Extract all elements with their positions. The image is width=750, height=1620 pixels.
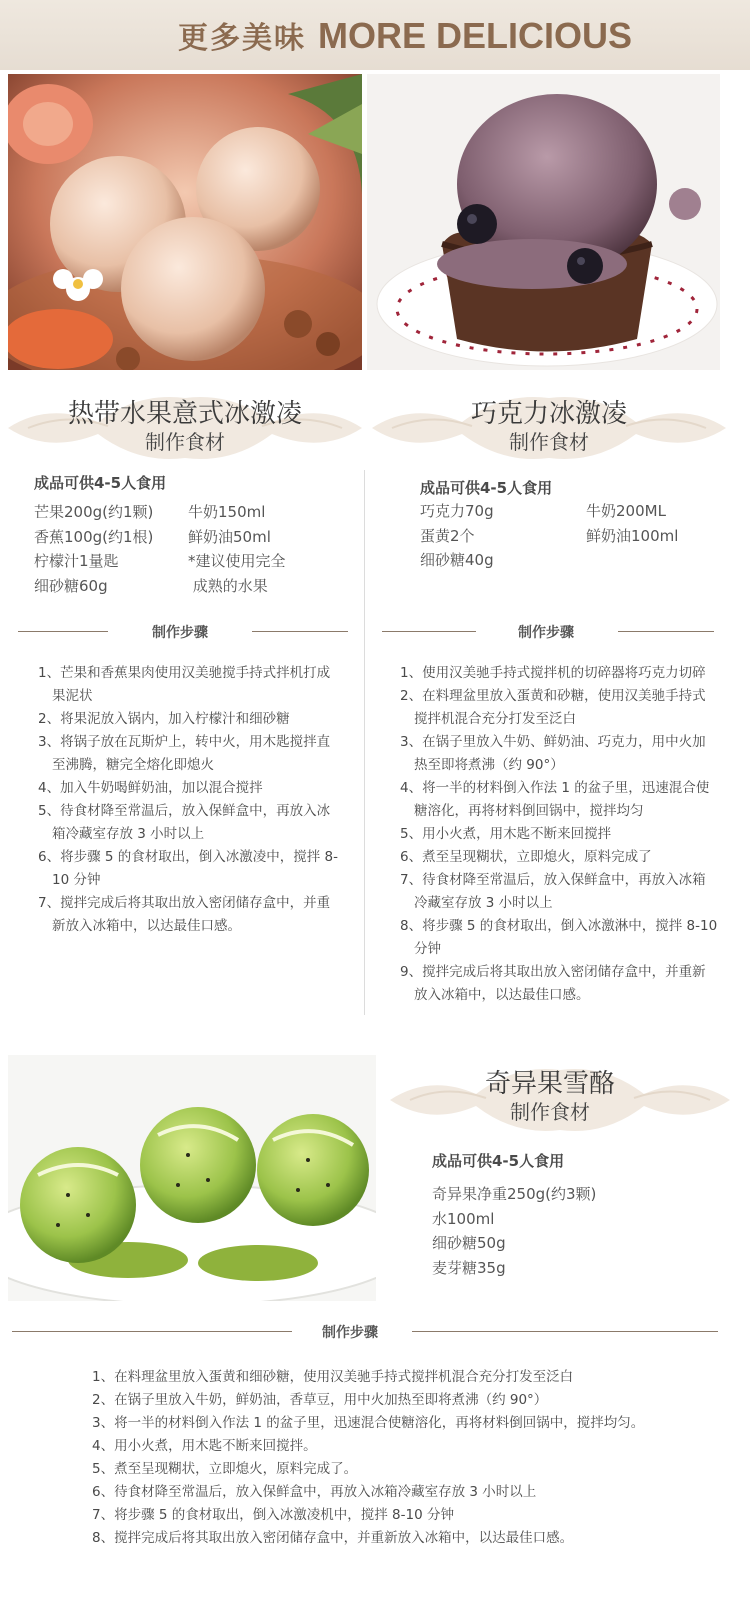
steps-rule-left <box>12 1331 292 1332</box>
ingredient-item: 巧克力70g <box>420 502 494 520</box>
step-item: 2、在料理盆里放入蛋黄和砂糖，使用汉美驰手持式搅拌机混合充分打发至泛白 <box>400 688 706 727</box>
ingredient-item: 牛奶150ml <box>188 503 266 521</box>
steps-rule-right <box>252 631 348 632</box>
column-divider <box>364 470 365 1015</box>
recipe-1-subtitle: 制作食材 <box>145 430 225 454</box>
recipe-2-title: 巧克力冰激凌 <box>470 399 627 429</box>
step-item: 4、用小火煮，用木匙不断来回搅拌。 <box>92 1438 317 1454</box>
step-item: 5、用小火煮，用木匙不断来回搅拌 <box>400 826 612 842</box>
step-item: 7、待食材降至常温后，放入保鲜盒中，再放入冰箱冷藏室存放 3 小时以上 <box>400 872 706 911</box>
ingredient-item: 奇异果净重250g(约3颗) <box>432 1185 597 1203</box>
step-item: 2、在锅子里放入牛奶，鲜奶油，香草豆，用中火加热至即将煮沸（约 90°） <box>92 1392 548 1408</box>
recipe-3-title: 奇异果雪酪 <box>484 1069 615 1099</box>
ingredient-item: 鲜奶油100ml <box>586 526 679 545</box>
steps-rule-left <box>18 631 108 632</box>
page-title <box>178 10 632 62</box>
recipe-1-title: 热带水果意式冰激凌 <box>67 399 302 429</box>
recipe-3-title-block <box>390 1068 710 1124</box>
step-item: 4、加入牛奶喝鲜奶油，加以混合搅拌 <box>38 780 263 796</box>
tropical-icecream-photo <box>8 74 362 370</box>
page-title-en: MORE DELICIOUS <box>318 15 633 56</box>
page-title-cn: 更多美味 <box>178 21 306 56</box>
step-item: 7、将步骤 5 的食材取出，倒入冰激凌机中，搅拌 8-10 分钟 <box>92 1507 454 1523</box>
ingredient-item: 香蕉100g(约1根) <box>34 527 154 546</box>
step-item: 1、芒果和香蕉果肉使用汉美驰搅手持式拌机打成果泥状 <box>38 665 331 704</box>
recipe-2-ingredients-right <box>586 499 678 548</box>
recipe-2-steps <box>400 662 718 1007</box>
step-item: 6、煮至呈现糊状，立即熄火，原料完成了 <box>400 849 652 865</box>
ingredient-note: *建议使用完全 <box>188 552 286 570</box>
recipe-2-ingredients-left <box>420 499 494 573</box>
step-item: 7、搅拌完成后将其取出放入密闭储存盒中，并重新放入冰箱中，以达最佳口感。 <box>38 895 331 934</box>
recipe-2-title-block <box>372 398 726 454</box>
step-item: 1、使用汉美驰手持式搅拌机的切碎器将巧克力切碎 <box>400 665 706 681</box>
recipe-2-steps-title: 制作步骤 <box>518 625 574 641</box>
step-item: 5、煮至呈现糊状，立即熄火，原料完成了。 <box>92 1461 358 1477</box>
step-item: 6、待食材降至常温后，放入保鲜盒中，再放入冰箱冷藏室存放 3 小时以上 <box>92 1484 537 1500</box>
step-item: 1、在料理盆里放入蛋黄和细砂糖，使用汉美驰手持式搅拌机混合充分打发至泛白 <box>92 1369 574 1385</box>
step-item: 3、将锅子放在瓦斯炉上，转中火，用木匙搅拌直至沸腾，糖完全熔化即熄火 <box>38 734 331 773</box>
recipe-1-steps-title: 制作步骤 <box>152 625 208 641</box>
chocolate-icecream-photo <box>367 74 720 370</box>
recipe-1-title-block <box>8 398 362 454</box>
step-item: 9、搅拌完成后将其取出放入密闭储存盒中，并重新放入冰箱中，以达最佳口感。 <box>400 964 706 1003</box>
recipe-1-steps <box>38 662 338 938</box>
recipe-1-serving: 成品可供4-5人食用 <box>34 474 167 492</box>
step-item: 2、将果泥放入锅内，加入柠檬汁和细砂糖 <box>38 711 290 727</box>
recipe-1-ingredients-right <box>188 500 286 598</box>
ingredient-item: 鲜奶油50ml <box>188 527 271 546</box>
kiwi-sorbet-photo <box>8 1055 376 1301</box>
ingredient-item: 细砂糖40g <box>420 551 494 569</box>
step-item: 6、将步骤 5 的食材取出，倒入冰激凌中，搅拌 8-10 分钟 <box>38 849 339 888</box>
recipe-2-serving: 成品可供4-5人食用 <box>420 479 553 497</box>
step-item: 8、将步骤 5 的食材取出，倒入冰激淋中，搅拌 8-10 分钟 <box>400 918 718 957</box>
step-item: 8、搅拌完成后将其取出放入密闭储存盒中，并重新放入冰箱中，以达最佳口感。 <box>92 1530 574 1546</box>
ingredient-item: 牛奶200ML <box>586 502 666 520</box>
steps-rule-right <box>618 631 714 632</box>
ingredient-item: 柠檬汁1量匙 <box>34 552 119 570</box>
recipe-2-subtitle: 制作食材 <box>509 430 589 454</box>
ingredient-item: 细砂糖60g <box>34 576 108 595</box>
recipe-3-steps-title: 制作步骤 <box>322 1325 378 1341</box>
steps-rule-right <box>412 1331 718 1332</box>
recipe-3-subtitle: 制作食材 <box>510 1100 590 1124</box>
ingredient-item: 蛋黄2个 <box>420 526 475 545</box>
ingredient-item: 细砂糖50g <box>432 1234 506 1252</box>
ingredient-item: 水100ml <box>432 1209 495 1228</box>
step-item: 3、在锅子里放入牛奶、鲜奶油、巧克力，用中火加热至即将煮沸（约 90°） <box>400 734 706 773</box>
ingredient-note: 成熟的水果 <box>188 576 268 595</box>
step-item: 5、待食材降至常温后，放入保鲜盒中，再放入冰箱冷藏室存放 3 小时以上 <box>38 803 331 842</box>
recipe-3-ingredients <box>432 1182 596 1280</box>
ingredient-item: 芒果200g(约1颗) <box>34 503 154 521</box>
ingredient-item: 麦芽糖35g <box>432 1258 506 1277</box>
steps-rule-left <box>382 631 476 632</box>
step-item: 4、将一半的材料倒入作法 1 的盆子里，迅速混合使糖溶化，再将材料倒回锅中，搅拌均匀 <box>400 780 710 819</box>
recipe-3-serving: 成品可供4-5人食用 <box>432 1152 565 1170</box>
step-item: 3、将一半的材料倒入作法 1 的盆子里，迅速混合使糖溶化，再将材料倒回锅中，搅拌均匀。 <box>92 1415 645 1431</box>
recipe-3-steps <box>92 1366 712 1550</box>
recipe-1-ingredients-left <box>34 500 153 598</box>
